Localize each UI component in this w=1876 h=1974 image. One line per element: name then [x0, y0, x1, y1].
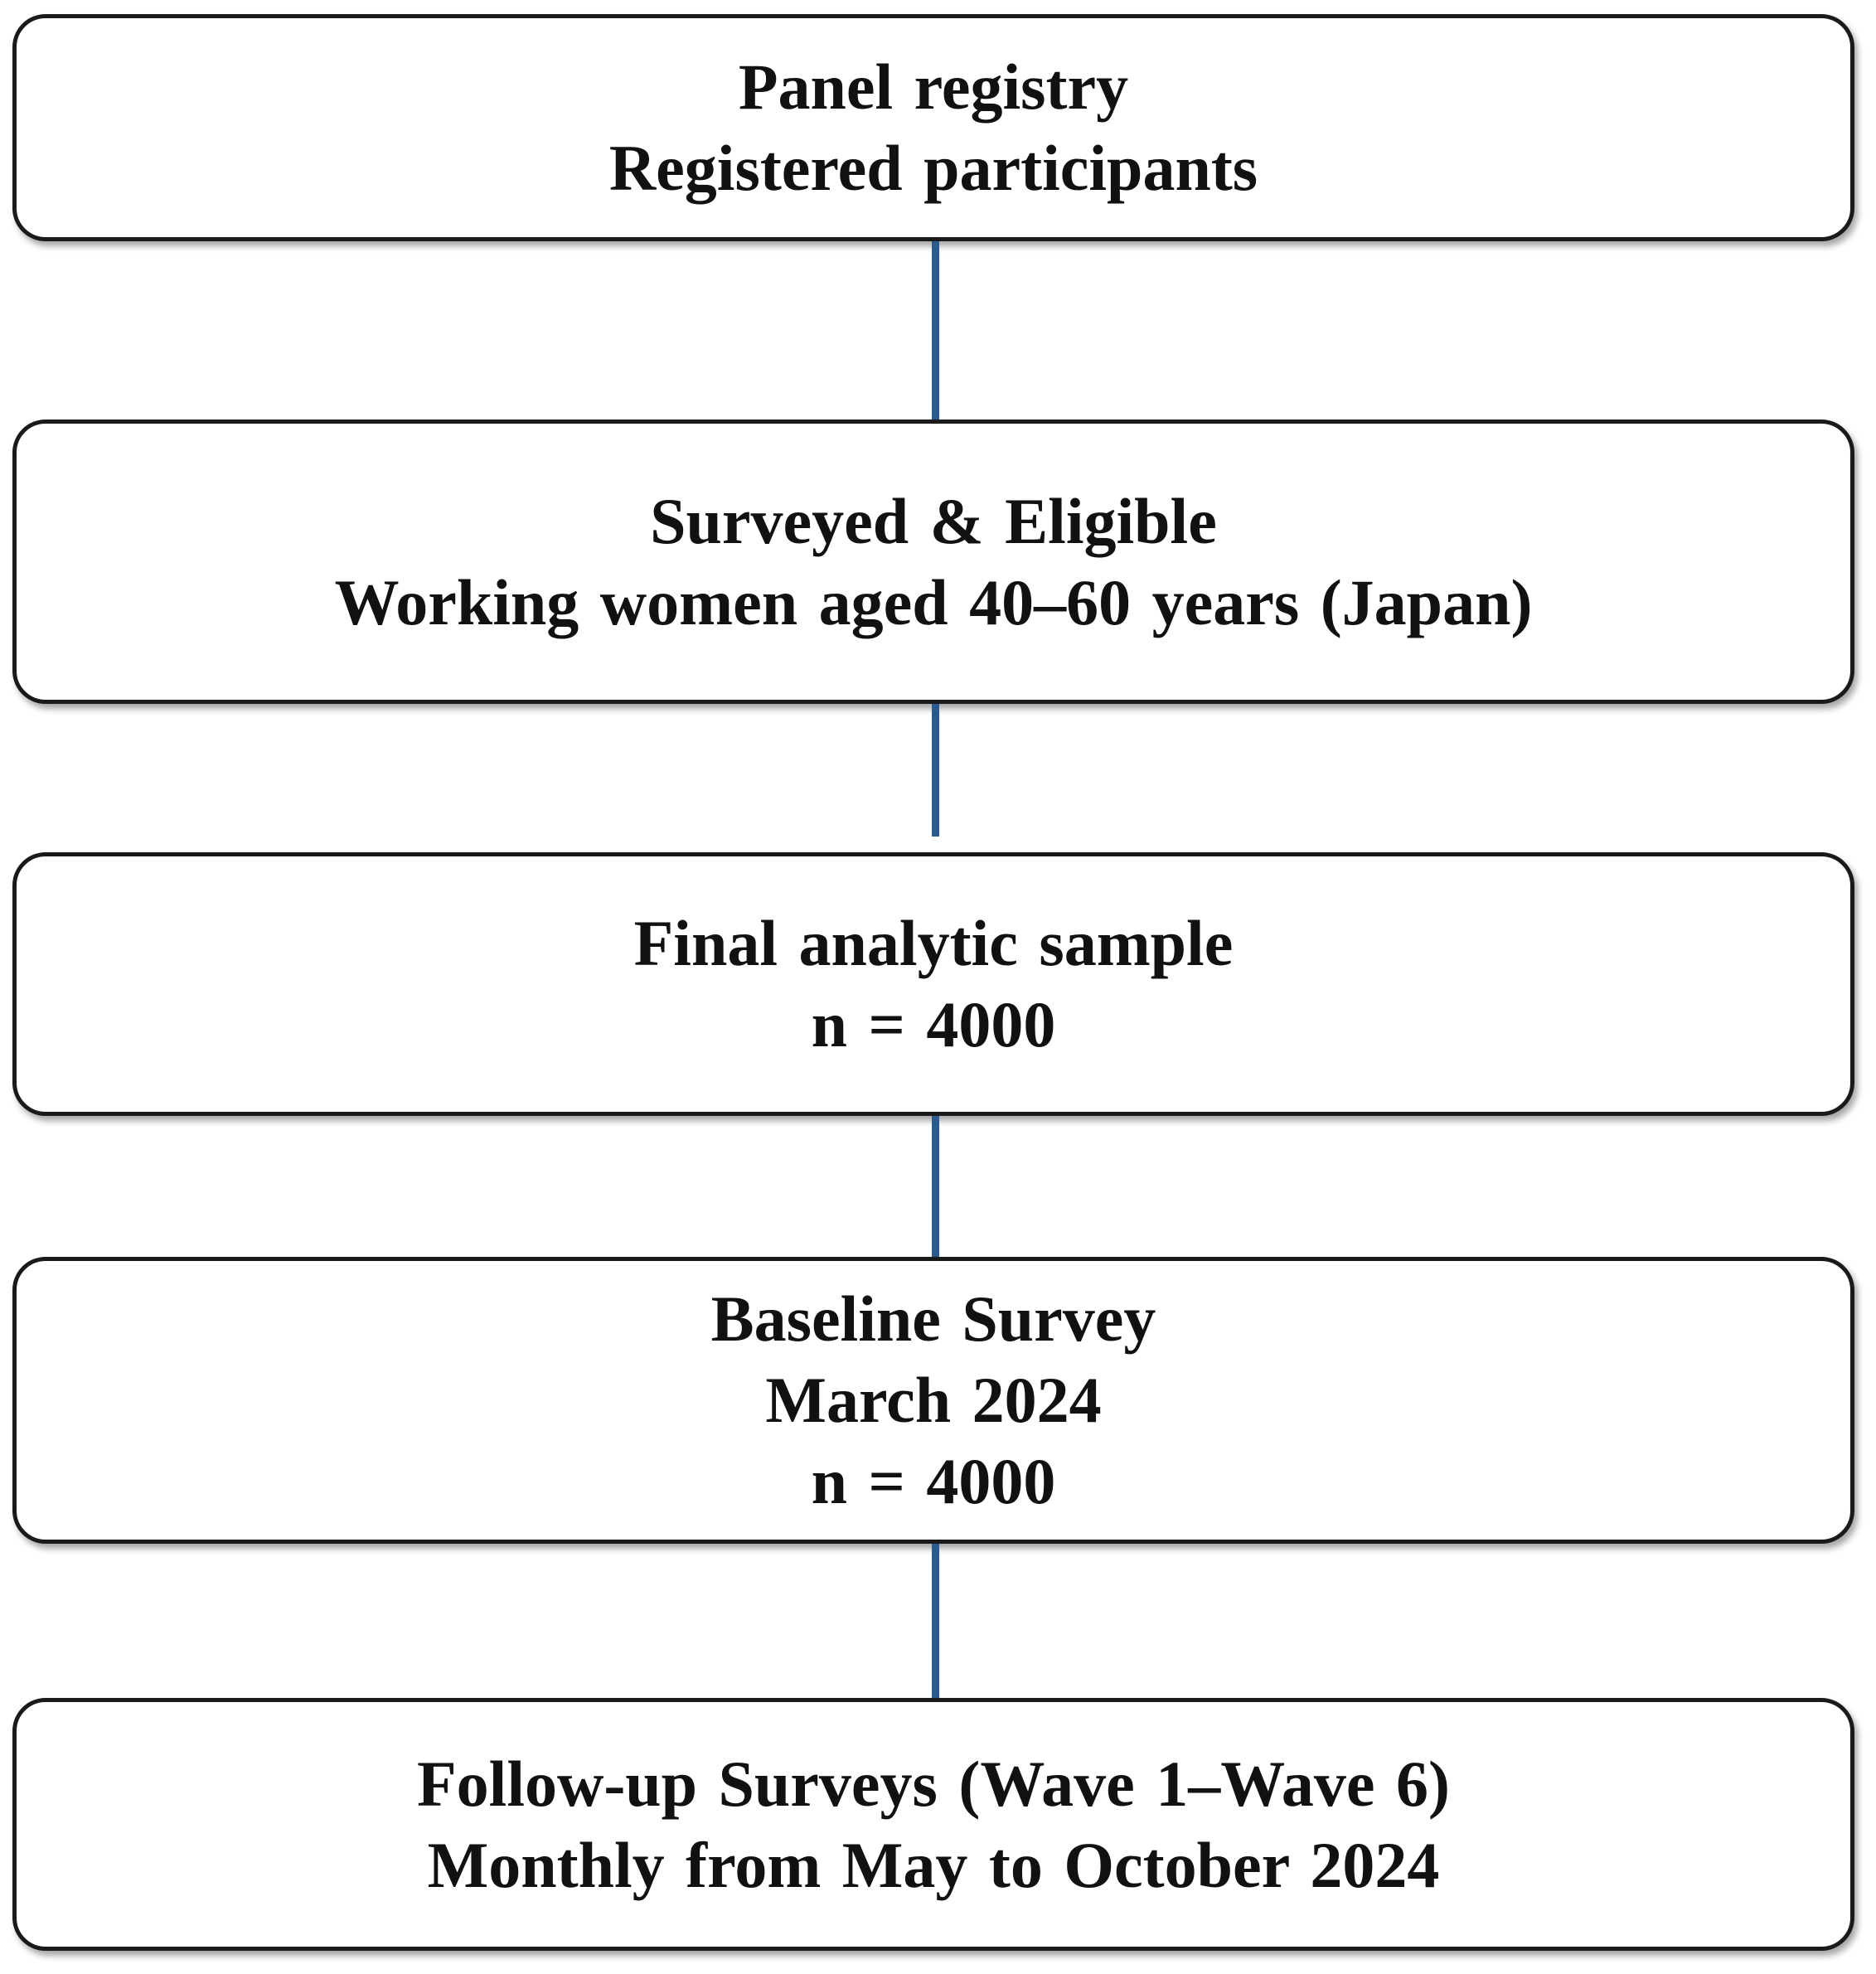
flow-box-final-analytic-sample — [12, 852, 1854, 1116]
box-line: n = 4000 — [811, 1445, 1056, 1517]
box-line: Surveyed & Eligible — [650, 484, 1217, 557]
box-line: Follow-up Surveys (Wave 1–Wave 6) — [417, 1747, 1450, 1820]
box-line: Final analytic sample — [633, 907, 1234, 979]
box-line: Baseline Survey — [710, 1283, 1156, 1355]
connector-line — [932, 1544, 939, 1698]
flow-box-surveyed-eligible — [12, 420, 1854, 704]
box-line: Panel registry — [738, 51, 1129, 123]
connector-line — [932, 704, 939, 837]
flow-box-follow-up-surveys — [12, 1698, 1854, 1951]
connector-line — [932, 241, 939, 420]
box-line: Working women aged 40–60 years (Japan) — [334, 565, 1533, 638]
box-line: Registered participants — [608, 132, 1258, 204]
box-line: March 2024 — [765, 1364, 1102, 1436]
box-line: Monthly from May to October 2024 — [427, 1828, 1440, 1901]
flow-box-panel-registry — [12, 14, 1854, 241]
connector-line — [932, 1116, 939, 1257]
box-line: n = 4000 — [811, 988, 1056, 1060]
flow-box-baseline-survey — [12, 1257, 1854, 1544]
